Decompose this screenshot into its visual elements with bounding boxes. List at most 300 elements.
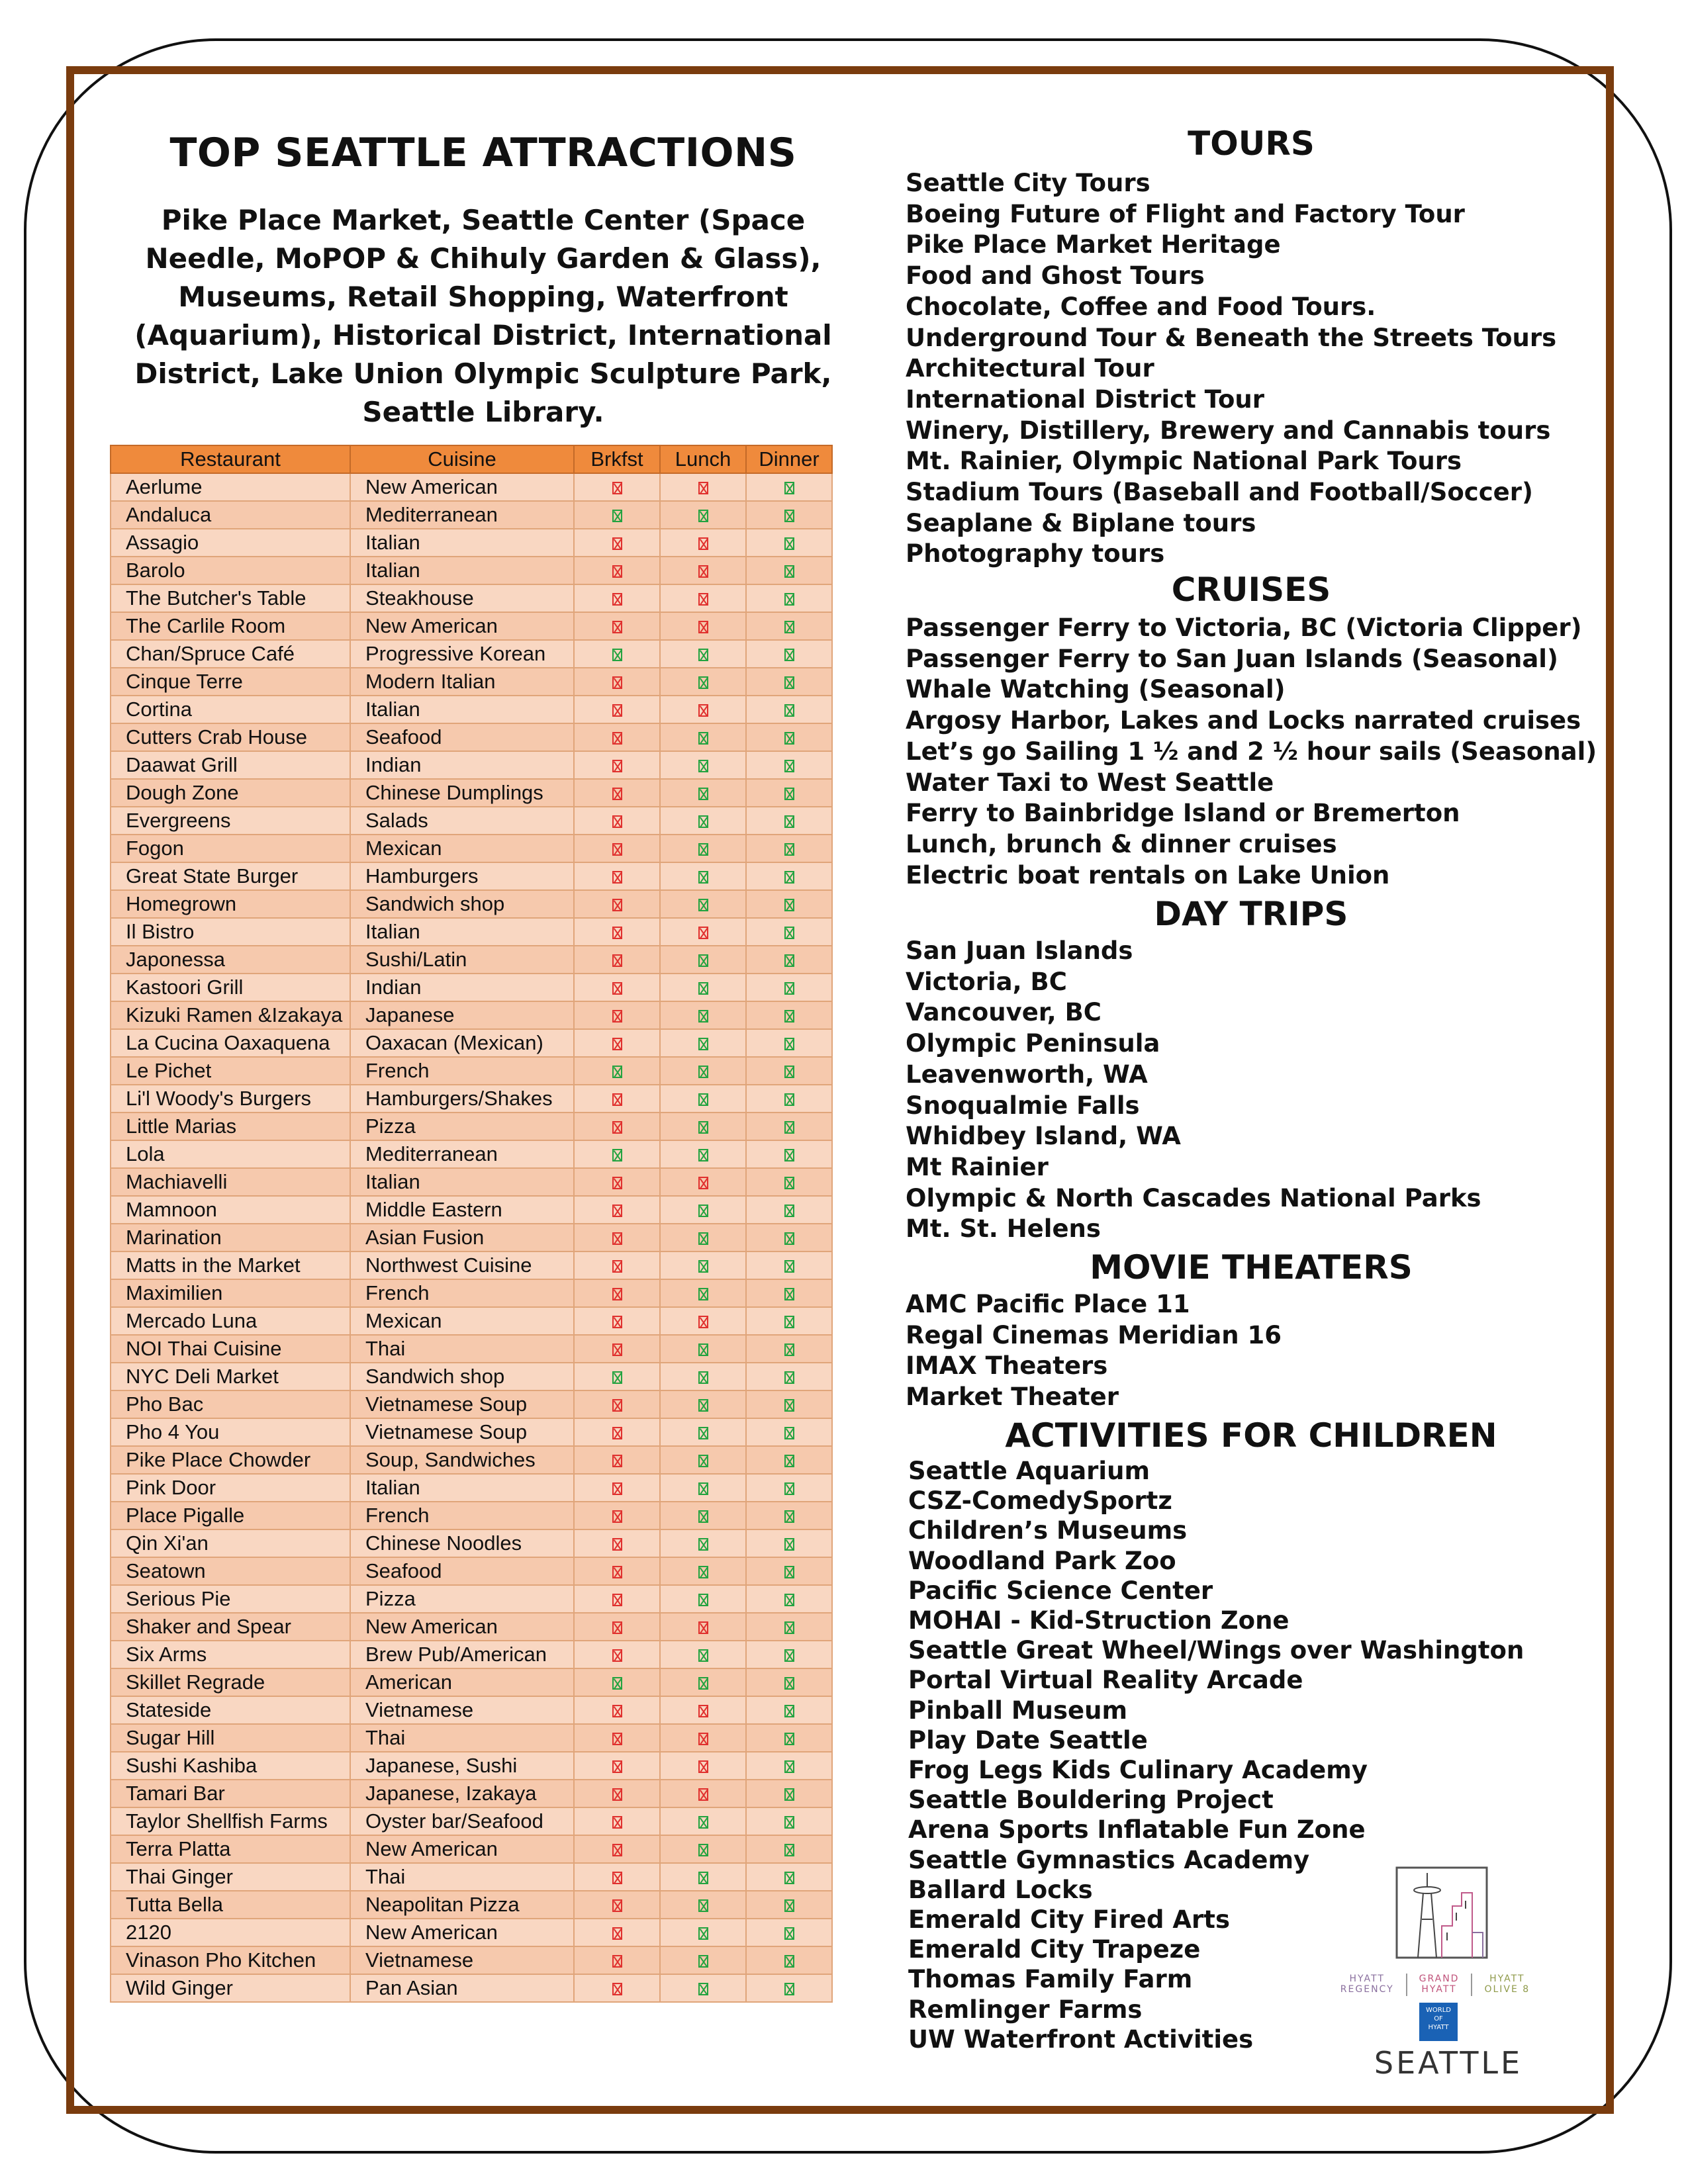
unavailable-icon bbox=[612, 1927, 622, 1940]
restaurant-name: The Butcher's Table bbox=[111, 584, 350, 612]
available-icon bbox=[784, 1872, 794, 1884]
breakfast-cell bbox=[574, 1446, 660, 1474]
restaurant-name: Fogon bbox=[111, 835, 350, 862]
dinner-cell bbox=[746, 1780, 832, 1807]
dinner-cell bbox=[746, 890, 832, 918]
restaurant-name: Kastoori Grill bbox=[111, 974, 350, 1001]
lunch-cell bbox=[660, 1919, 746, 1946]
cruise-item: Ferry to Bainbridge Island or Bremerton bbox=[906, 799, 1460, 828]
available-icon bbox=[698, 815, 708, 828]
restaurant-cuisine: Japanese, Sushi bbox=[350, 1752, 574, 1780]
available-icon bbox=[784, 954, 794, 967]
restaurant-name: The Carlile Room bbox=[111, 612, 350, 640]
table-row bbox=[111, 1585, 832, 1613]
unavailable-icon bbox=[612, 1538, 622, 1551]
dinner-cell bbox=[746, 1641, 832, 1668]
restaurant-name: Il Bistro bbox=[111, 918, 350, 946]
dinner-cell bbox=[746, 1863, 832, 1891]
available-icon bbox=[784, 1427, 794, 1439]
available-icon bbox=[784, 1316, 794, 1328]
available-icon bbox=[698, 1066, 708, 1078]
lunch-cell bbox=[660, 1251, 746, 1279]
children-activity-item: Emerald City Fired Arts bbox=[908, 1905, 1230, 1934]
available-icon bbox=[698, 1399, 708, 1412]
breakfast-cell bbox=[574, 1113, 660, 1140]
restaurant-name: Cutters Crab House bbox=[111, 723, 350, 751]
table-row bbox=[111, 1529, 832, 1557]
breakfast-cell bbox=[574, 974, 660, 1001]
restaurant-cuisine: Thai bbox=[350, 1863, 574, 1891]
restaurant-cuisine: French bbox=[350, 1279, 574, 1307]
restaurant-name: Six Arms bbox=[111, 1641, 350, 1668]
available-icon bbox=[784, 565, 794, 578]
lunch-cell bbox=[660, 1307, 746, 1335]
available-icon bbox=[698, 1677, 708, 1690]
dinner-cell bbox=[746, 1835, 832, 1863]
unavailable-icon bbox=[612, 982, 622, 995]
breakfast-cell bbox=[574, 946, 660, 974]
restaurant-name: Matts in the Market bbox=[111, 1251, 350, 1279]
restaurant-name: Aerlume bbox=[111, 473, 350, 501]
breakfast-cell bbox=[574, 723, 660, 751]
lunch-cell bbox=[660, 751, 746, 779]
restaurant-cuisine: Italian bbox=[350, 557, 574, 584]
cruise-item: Let’s go Sailing 1 ½ and 2 ½ hour sails (Seasonal) bbox=[906, 737, 1597, 766]
children-activity-item: CSZ-ComedySportz bbox=[908, 1486, 1172, 1516]
breakfast-cell bbox=[574, 1001, 660, 1029]
table-row bbox=[111, 1641, 832, 1668]
available-icon bbox=[784, 1983, 794, 1995]
unavailable-icon bbox=[612, 1955, 622, 1968]
breakfast-cell bbox=[574, 1502, 660, 1529]
children-activity-item: MOHAI - Kid-Struction Zone bbox=[908, 1606, 1289, 1635]
breakfast-cell bbox=[574, 1529, 660, 1557]
available-icon bbox=[698, 1510, 708, 1523]
available-icon bbox=[698, 1482, 708, 1495]
available-icon bbox=[698, 732, 708, 745]
lunch-cell bbox=[660, 1641, 746, 1668]
tour-item: Food and Ghost Tours bbox=[906, 261, 1205, 291]
header-lunch: Lunch bbox=[660, 445, 746, 473]
restaurant-name: Little Marias bbox=[111, 1113, 350, 1140]
unavailable-icon bbox=[612, 1343, 622, 1356]
table-row bbox=[111, 584, 832, 612]
lunch-cell bbox=[660, 1696, 746, 1724]
available-icon bbox=[698, 1455, 708, 1467]
cruise-item: Lunch, brunch & dinner cruises bbox=[906, 829, 1337, 858]
children-activity-item: Seattle Gymnastics Academy bbox=[908, 1845, 1310, 1874]
available-icon bbox=[784, 871, 794, 884]
available-icon bbox=[784, 1121, 794, 1134]
restaurant-cuisine: Thai bbox=[350, 1335, 574, 1363]
hyatt-olive-mark: HYATT OLIVE 8 bbox=[1484, 1974, 1530, 1995]
table-row bbox=[111, 1057, 832, 1085]
table-row bbox=[111, 1668, 832, 1696]
available-icon bbox=[784, 649, 794, 661]
available-icon bbox=[698, 1205, 708, 1217]
restaurant-cuisine: Chinese Noodles bbox=[350, 1529, 574, 1557]
restaurant-name: Li'l Woody's Burgers bbox=[111, 1085, 350, 1113]
dinner-cell bbox=[746, 1919, 832, 1946]
table-row bbox=[111, 1835, 832, 1863]
lunch-cell bbox=[660, 890, 746, 918]
restaurant-cuisine: Modern Italian bbox=[350, 668, 574, 696]
children-activity-item: Children’s Museums bbox=[908, 1516, 1188, 1545]
restaurant-name: Wild Ginger bbox=[111, 1974, 350, 2002]
restaurant-cuisine: Chinese Dumplings bbox=[350, 779, 574, 807]
dinner-cell bbox=[746, 1279, 832, 1307]
unavailable-icon bbox=[612, 1093, 622, 1106]
available-icon bbox=[784, 1038, 794, 1050]
hyatt-brands bbox=[1323, 1974, 1548, 1996]
restaurant-cuisine: Asian Fusion bbox=[350, 1224, 574, 1251]
breakfast-cell bbox=[574, 1363, 660, 1390]
restaurant-name: Lola bbox=[111, 1140, 350, 1168]
dinner-cell bbox=[746, 1529, 832, 1557]
dinner-cell bbox=[746, 1140, 832, 1168]
restaurant-cuisine: Progressive Korean bbox=[350, 640, 574, 668]
unavailable-icon bbox=[698, 704, 708, 717]
breakfast-cell bbox=[574, 1668, 660, 1696]
movie-theater-item: IMAX Theaters bbox=[906, 1351, 1108, 1381]
restaurant-cuisine: Seafood bbox=[350, 723, 574, 751]
day-trip-item: Snoqualmie Falls bbox=[906, 1091, 1140, 1120]
dinner-cell bbox=[746, 974, 832, 1001]
table-row bbox=[111, 946, 832, 974]
unavailable-icon bbox=[612, 1399, 622, 1412]
table-row bbox=[111, 1446, 832, 1474]
table-row bbox=[111, 1390, 832, 1418]
restaurant-cuisine: Italian bbox=[350, 529, 574, 557]
restaurant-name: Thai Ginger bbox=[111, 1863, 350, 1891]
breakfast-cell bbox=[574, 862, 660, 890]
restaurant-name: Great State Burger bbox=[111, 862, 350, 890]
table-row bbox=[111, 1474, 832, 1502]
available-icon bbox=[784, 1260, 794, 1273]
unavailable-icon bbox=[698, 537, 708, 550]
children-activity-item: Play Date Seattle bbox=[908, 1725, 1148, 1754]
unavailable-icon bbox=[612, 1899, 622, 1912]
dinner-cell bbox=[746, 779, 832, 807]
dinner-cell bbox=[746, 1113, 832, 1140]
unavailable-icon bbox=[612, 1316, 622, 1328]
available-icon bbox=[698, 1566, 708, 1578]
restaurant-cuisine: Thai bbox=[350, 1724, 574, 1752]
space-needle-icon bbox=[1395, 1866, 1488, 1959]
table-row bbox=[111, 1613, 832, 1641]
available-icon bbox=[698, 676, 708, 689]
day-trip-item: Vancouver, BC bbox=[906, 998, 1102, 1027]
dinner-cell bbox=[746, 1390, 832, 1418]
restaurant-cuisine: Mexican bbox=[350, 1307, 574, 1335]
available-icon bbox=[698, 1260, 708, 1273]
available-icon bbox=[784, 1733, 794, 1745]
available-icon bbox=[698, 510, 708, 522]
dinner-cell bbox=[746, 668, 832, 696]
breakfast-cell bbox=[574, 918, 660, 946]
table-row bbox=[111, 1418, 832, 1446]
available-icon bbox=[784, 676, 794, 689]
lunch-cell bbox=[660, 835, 746, 862]
children-activity-item: Frog Legs Kids Culinary Academy bbox=[908, 1756, 1368, 1785]
lunch-cell bbox=[660, 1974, 746, 2002]
table-row bbox=[111, 862, 832, 890]
breakfast-cell bbox=[574, 1251, 660, 1279]
unavailable-icon bbox=[698, 1621, 708, 1634]
lunch-cell bbox=[660, 1585, 746, 1613]
page-title: TOP SEATTLE ATTRACTIONS bbox=[169, 130, 797, 176]
lunch-cell bbox=[660, 807, 746, 835]
available-icon bbox=[698, 871, 708, 884]
lunch-cell bbox=[660, 696, 746, 723]
table-row bbox=[111, 1696, 832, 1724]
breakfast-cell bbox=[574, 835, 660, 862]
available-icon bbox=[784, 1399, 794, 1412]
breakfast-cell bbox=[574, 501, 660, 529]
restaurant-name: Assagio bbox=[111, 529, 350, 557]
restaurant-name: Homegrown bbox=[111, 890, 350, 918]
restaurant-cuisine: New American bbox=[350, 612, 574, 640]
lunch-cell bbox=[660, 1780, 746, 1807]
table-row bbox=[111, 668, 832, 696]
breakfast-cell bbox=[574, 1696, 660, 1724]
available-icon bbox=[784, 1844, 794, 1856]
dinner-cell bbox=[746, 1474, 832, 1502]
unavailable-icon bbox=[612, 1260, 622, 1273]
restaurant-name: Daawat Grill bbox=[111, 751, 350, 779]
restaurant-name: Terra Platta bbox=[111, 1835, 350, 1863]
restaurant-name: Tamari Bar bbox=[111, 1780, 350, 1807]
restaurant-cuisine: Soup, Sandwiches bbox=[350, 1446, 574, 1474]
children-activity-item: Seattle Great Wheel/Wings over Washington bbox=[908, 1636, 1524, 1665]
dinner-cell bbox=[746, 1668, 832, 1696]
children-activity-item: Seattle Aquarium bbox=[908, 1457, 1150, 1485]
cruise-item: Electric boat rentals on Lake Union bbox=[906, 860, 1390, 889]
table-row bbox=[111, 640, 832, 668]
header-breakfast: Brkfst bbox=[574, 445, 660, 473]
unavailable-icon bbox=[612, 1733, 622, 1745]
breakfast-cell bbox=[574, 529, 660, 557]
table-row bbox=[111, 974, 832, 1001]
available-icon bbox=[784, 899, 794, 911]
table-row bbox=[111, 1113, 832, 1140]
available-icon bbox=[612, 649, 622, 661]
breakfast-cell bbox=[574, 751, 660, 779]
table-header-row bbox=[111, 445, 832, 473]
table-row bbox=[111, 1557, 832, 1585]
table-row bbox=[111, 557, 832, 584]
dinner-cell bbox=[746, 723, 832, 751]
unavailable-icon bbox=[698, 1760, 708, 1773]
table-row bbox=[111, 890, 832, 918]
breakfast-cell bbox=[574, 612, 660, 640]
available-icon bbox=[784, 1955, 794, 1968]
unavailable-icon bbox=[612, 1705, 622, 1717]
restaurant-name: Pho 4 You bbox=[111, 1418, 350, 1446]
tour-item: Mt. Rainier, Olympic National Park Tours bbox=[906, 447, 1462, 476]
tour-item: International District Tour bbox=[906, 385, 1264, 414]
restaurant-name: La Cucina Oaxaquena bbox=[111, 1029, 350, 1057]
restaurant-cuisine: New American bbox=[350, 1613, 574, 1641]
available-icon bbox=[698, 1538, 708, 1551]
available-icon bbox=[698, 1844, 708, 1856]
header-dinner: Dinner bbox=[746, 445, 832, 473]
lunch-cell bbox=[660, 1557, 746, 1585]
restaurant-name: Skillet Regrade bbox=[111, 1668, 350, 1696]
movie-theaters-list bbox=[906, 1289, 1282, 1413]
cruise-item: Whale Watching (Seasonal) bbox=[906, 675, 1286, 704]
restaurant-cuisine: Vietnamese bbox=[350, 1696, 574, 1724]
dinner-cell bbox=[746, 1891, 832, 1919]
available-icon bbox=[784, 1760, 794, 1773]
restaurant-cuisine: Brew Pub/American bbox=[350, 1641, 574, 1668]
lunch-cell bbox=[660, 529, 746, 557]
breakfast-cell bbox=[574, 473, 660, 501]
unavailable-icon bbox=[698, 565, 708, 578]
breakfast-cell bbox=[574, 890, 660, 918]
breakfast-cell bbox=[574, 1029, 660, 1057]
movie-theater-item: Market Theater bbox=[906, 1383, 1119, 1412]
dinner-cell bbox=[746, 1446, 832, 1474]
restaurant-name: Evergreens bbox=[111, 807, 350, 835]
unavailable-icon bbox=[698, 593, 708, 606]
lunch-cell bbox=[660, 1418, 746, 1446]
breakfast-cell bbox=[574, 1140, 660, 1168]
available-icon bbox=[784, 732, 794, 745]
breakfast-cell bbox=[574, 1974, 660, 2002]
tours-list bbox=[906, 168, 1556, 570]
dinner-cell bbox=[746, 1307, 832, 1335]
unavailable-icon bbox=[612, 1760, 622, 1773]
unavailable-icon bbox=[612, 537, 622, 550]
restaurant-name: Pike Place Chowder bbox=[111, 1446, 350, 1474]
day-trip-item: San Juan Islands bbox=[906, 936, 1133, 965]
lunch-cell bbox=[660, 1529, 746, 1557]
restaurant-cuisine: Mexican bbox=[350, 835, 574, 862]
available-icon bbox=[698, 1983, 708, 1995]
day-trip-item: Victoria, BC bbox=[906, 967, 1067, 996]
restaurant-cuisine: New American bbox=[350, 1919, 574, 1946]
restaurant-name: Serious Pie bbox=[111, 1585, 350, 1613]
restaurant-cuisine: Indian bbox=[350, 974, 574, 1001]
breakfast-cell bbox=[574, 1863, 660, 1891]
available-icon bbox=[698, 1899, 708, 1912]
unavailable-icon bbox=[612, 1566, 622, 1578]
children-activity-item: Ballard Locks bbox=[908, 1875, 1093, 1904]
available-icon bbox=[698, 760, 708, 772]
restaurant-name: Dough Zone bbox=[111, 779, 350, 807]
unavailable-icon bbox=[698, 1733, 708, 1745]
available-icon bbox=[784, 593, 794, 606]
available-icon bbox=[784, 510, 794, 522]
unavailable-icon bbox=[612, 593, 622, 606]
table-row bbox=[111, 501, 832, 529]
restaurant-cuisine: Italian bbox=[350, 696, 574, 723]
dinner-cell bbox=[746, 862, 832, 890]
available-icon bbox=[698, 982, 708, 995]
restaurant-cuisine: Sandwich shop bbox=[350, 890, 574, 918]
lunch-cell bbox=[660, 1835, 746, 1863]
unavailable-icon bbox=[612, 927, 622, 939]
restaurant-name: Marination bbox=[111, 1224, 350, 1251]
attractions-intro: Pike Place Market, Seattle Center (Space Needle, MoPOP & Chihuly Garden & Glass), Museums, Retail Shopping, Waterfront (Aquarium), Historical District, International District, Lake Union Olympic Sculpture Park, Seattle Library. bbox=[134, 204, 832, 428]
restaurant-name: Cortina bbox=[111, 696, 350, 723]
dinner-cell bbox=[746, 1001, 832, 1029]
lunch-cell bbox=[660, 1390, 746, 1418]
dinner-cell bbox=[746, 501, 832, 529]
restaurant-name: Shaker and Spear bbox=[111, 1613, 350, 1641]
children-activity-item: Woodland Park Zoo bbox=[908, 1546, 1176, 1575]
available-icon bbox=[784, 1816, 794, 1829]
movie-theater-item: AMC Pacific Place 11 bbox=[906, 1290, 1190, 1318]
restaurant-cuisine: Mediterranean bbox=[350, 1140, 574, 1168]
restaurant-name: Mercado Luna bbox=[111, 1307, 350, 1335]
grand-hyatt-mark: GRAND HYATT bbox=[1419, 1974, 1460, 1995]
table-row bbox=[111, 1085, 832, 1113]
unavailable-icon bbox=[612, 676, 622, 689]
lunch-cell bbox=[660, 1224, 746, 1251]
unavailable-icon bbox=[698, 1177, 708, 1189]
lunch-cell bbox=[660, 557, 746, 584]
restaurant-name: Mamnoon bbox=[111, 1196, 350, 1224]
day-trip-item: Whidbey Island, WA bbox=[906, 1122, 1181, 1151]
breakfast-cell bbox=[574, 1724, 660, 1752]
unavailable-icon bbox=[612, 1844, 622, 1856]
unavailable-icon bbox=[612, 565, 622, 578]
restaurant-name: Taylor Shellfish Farms bbox=[111, 1807, 350, 1835]
breakfast-cell bbox=[574, 640, 660, 668]
unavailable-icon bbox=[612, 1788, 622, 1801]
restaurant-cuisine: Vietnamese Soup bbox=[350, 1418, 574, 1446]
available-icon bbox=[784, 1788, 794, 1801]
restaurant-cuisine: Vietnamese Soup bbox=[350, 1390, 574, 1418]
table-row bbox=[111, 1196, 832, 1224]
unavailable-icon bbox=[612, 1872, 622, 1884]
table-row bbox=[111, 1140, 832, 1168]
cruise-item: Argosy Harbor, Lakes and Locks narrated cruises bbox=[906, 706, 1581, 735]
children-activity-item: Portal Virtual Reality Arcade bbox=[908, 1666, 1303, 1695]
restaurant-name: Cinque Terre bbox=[111, 668, 350, 696]
hyatt-regency-mark: HYATT REGENCY bbox=[1340, 1974, 1394, 1995]
available-icon bbox=[784, 1205, 794, 1217]
city-name: SEATTLE bbox=[1374, 2045, 1523, 2081]
breakfast-cell bbox=[574, 1613, 660, 1641]
lunch-cell bbox=[660, 1363, 746, 1390]
unavailable-icon bbox=[612, 1983, 622, 1995]
breakfast-cell bbox=[574, 1168, 660, 1196]
dinner-cell bbox=[746, 807, 832, 835]
restaurant-name: NOI Thai Cuisine bbox=[111, 1335, 350, 1363]
available-icon bbox=[612, 1677, 622, 1690]
tour-item: Chocolate, Coffee and Food Tours. bbox=[906, 292, 1376, 321]
available-icon bbox=[784, 1510, 794, 1523]
restaurant-name: Sushi Kashiba bbox=[111, 1752, 350, 1780]
available-icon bbox=[784, 1288, 794, 1300]
breakfast-cell bbox=[574, 1807, 660, 1835]
available-icon bbox=[784, 1899, 794, 1912]
unavailable-icon bbox=[612, 1038, 622, 1050]
restaurant-name: Kizuki Ramen &Izakaya bbox=[111, 1001, 350, 1029]
header-cuisine: Cuisine bbox=[350, 445, 574, 473]
dinner-cell bbox=[746, 1029, 832, 1057]
available-icon bbox=[784, 1455, 794, 1467]
dinner-cell bbox=[746, 1974, 832, 2002]
available-icon bbox=[784, 1232, 794, 1245]
dinner-cell bbox=[746, 1502, 832, 1529]
world-of-hyatt-badge: WORLD OF HYATT bbox=[1419, 2003, 1458, 2041]
available-icon bbox=[698, 1427, 708, 1439]
breakfast-cell bbox=[574, 1085, 660, 1113]
